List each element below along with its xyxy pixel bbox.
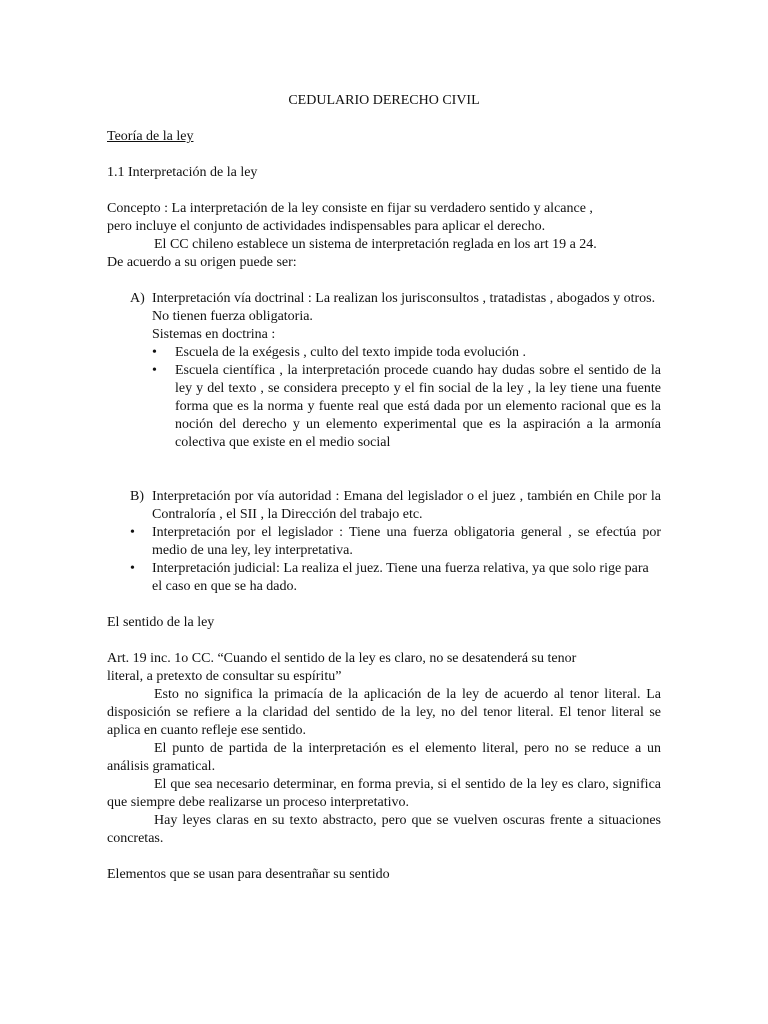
bullet-icon: • [152, 363, 157, 378]
list-item [130, 344, 661, 362]
concepto-line-3: El CC chileno establece un sistema de interpretación reglada en los art 19 a 24. [154, 237, 597, 252]
body-section [107, 650, 661, 848]
item-b-text: Interpretación por vía autoridad : Emana del legislador o el juez , también en Chile por la Contraloría , el SII , la Dirección del trabajo etc. [152, 489, 661, 522]
heading-sentido: El sentido de la ley [107, 615, 215, 630]
paragraph: Esto no significa la primacía de la aplicación de la ley de acuerdo al tenor literal. La disposición se refiere a la claridad del sentido de la ley, no del tenor literal. El tenor literal se aplica en cuanto refleje ese sentido. [107, 687, 661, 738]
bullet-text: Interpretación por el legislador : Tiene una fuerza obligatoria general , se efectúa por medio de una ley, ley interpretativa. [152, 525, 661, 558]
art19-line-2: literal, a pretexto de consultar su espíritu” [107, 669, 342, 684]
bullet-icon: • [130, 525, 135, 540]
list-item [130, 524, 661, 560]
concepto-line-2: pero incluye el conjunto de actividades indispensables para aplicar el derecho. [107, 219, 546, 234]
item-a-marker: A) [130, 291, 145, 306]
list-item [130, 560, 661, 596]
bullet-icon: • [152, 345, 157, 360]
concepto-block [107, 200, 677, 272]
art19-line-1: Art. 19 inc. 1o CC. “Cuando el sentido de la ley es claro, no se desatenderá su tenor [107, 651, 577, 666]
item-b-marker: B) [130, 489, 144, 504]
concepto-line-4: De acuerdo a su origen puede ser: [107, 255, 297, 270]
heading-interpretacion: 1.1 Interpretación de la ley [107, 165, 258, 180]
concepto-line-1: Concepto : La interpretación de la ley consiste en fijar su verdadero sentido y alcance , [107, 201, 593, 216]
item-b [130, 488, 661, 596]
item-a-text: Interpretación vía doctrinal : La realizan los jurisconsultos , tratadistas , abogados y otros. No tienen fuerza obligatoria. [152, 291, 656, 324]
bullet-text: Escuela científica , la interpretación procede cuando hay dudas sobre el sentido de la ley y del texto , se considera precepto y el fin social de la ley , la ley tiene una fuente forma que es la norma y fuente real que está dada por un elemento racional que es la noción del derecho y un elemento experimental que es la aspiración a la armonía colectiva que existe en el medio social [175, 363, 661, 450]
document-title: CEDULARIO DERECHO CIVIL [288, 93, 480, 108]
item-a [130, 290, 661, 452]
bullet-text: Interpretación judicial: La realiza el juez. Tiene una fuerza relativa, ya que solo rige para el caso en que se ha dado. [152, 561, 649, 594]
heading-teoria: Teoría de la ley [107, 129, 194, 144]
sistemas-label: Sistemas en doctrina : [152, 327, 276, 342]
heading-elementos: Elementos que se usan para desentrañar su sentido [107, 867, 390, 882]
list-item [130, 362, 661, 452]
paragraph: El punto de partida de la interpretación es el elemento literal, pero no se reduce a un análisis gramatical. [107, 741, 661, 774]
bullet-icon: • [130, 561, 135, 576]
paragraph: El que sea necesario determinar, en forma previa, si el sentido de la ley es claro, significa que siempre debe realizarse un proceso interpretativo. [107, 777, 661, 810]
paragraph: Hay leyes claras en su texto abstracto, pero que se vuelven oscuras frente a situaciones concretas. [107, 813, 661, 846]
bullet-text: Escuela de la exégesis , culto del texto impide toda evolución . [175, 345, 527, 360]
